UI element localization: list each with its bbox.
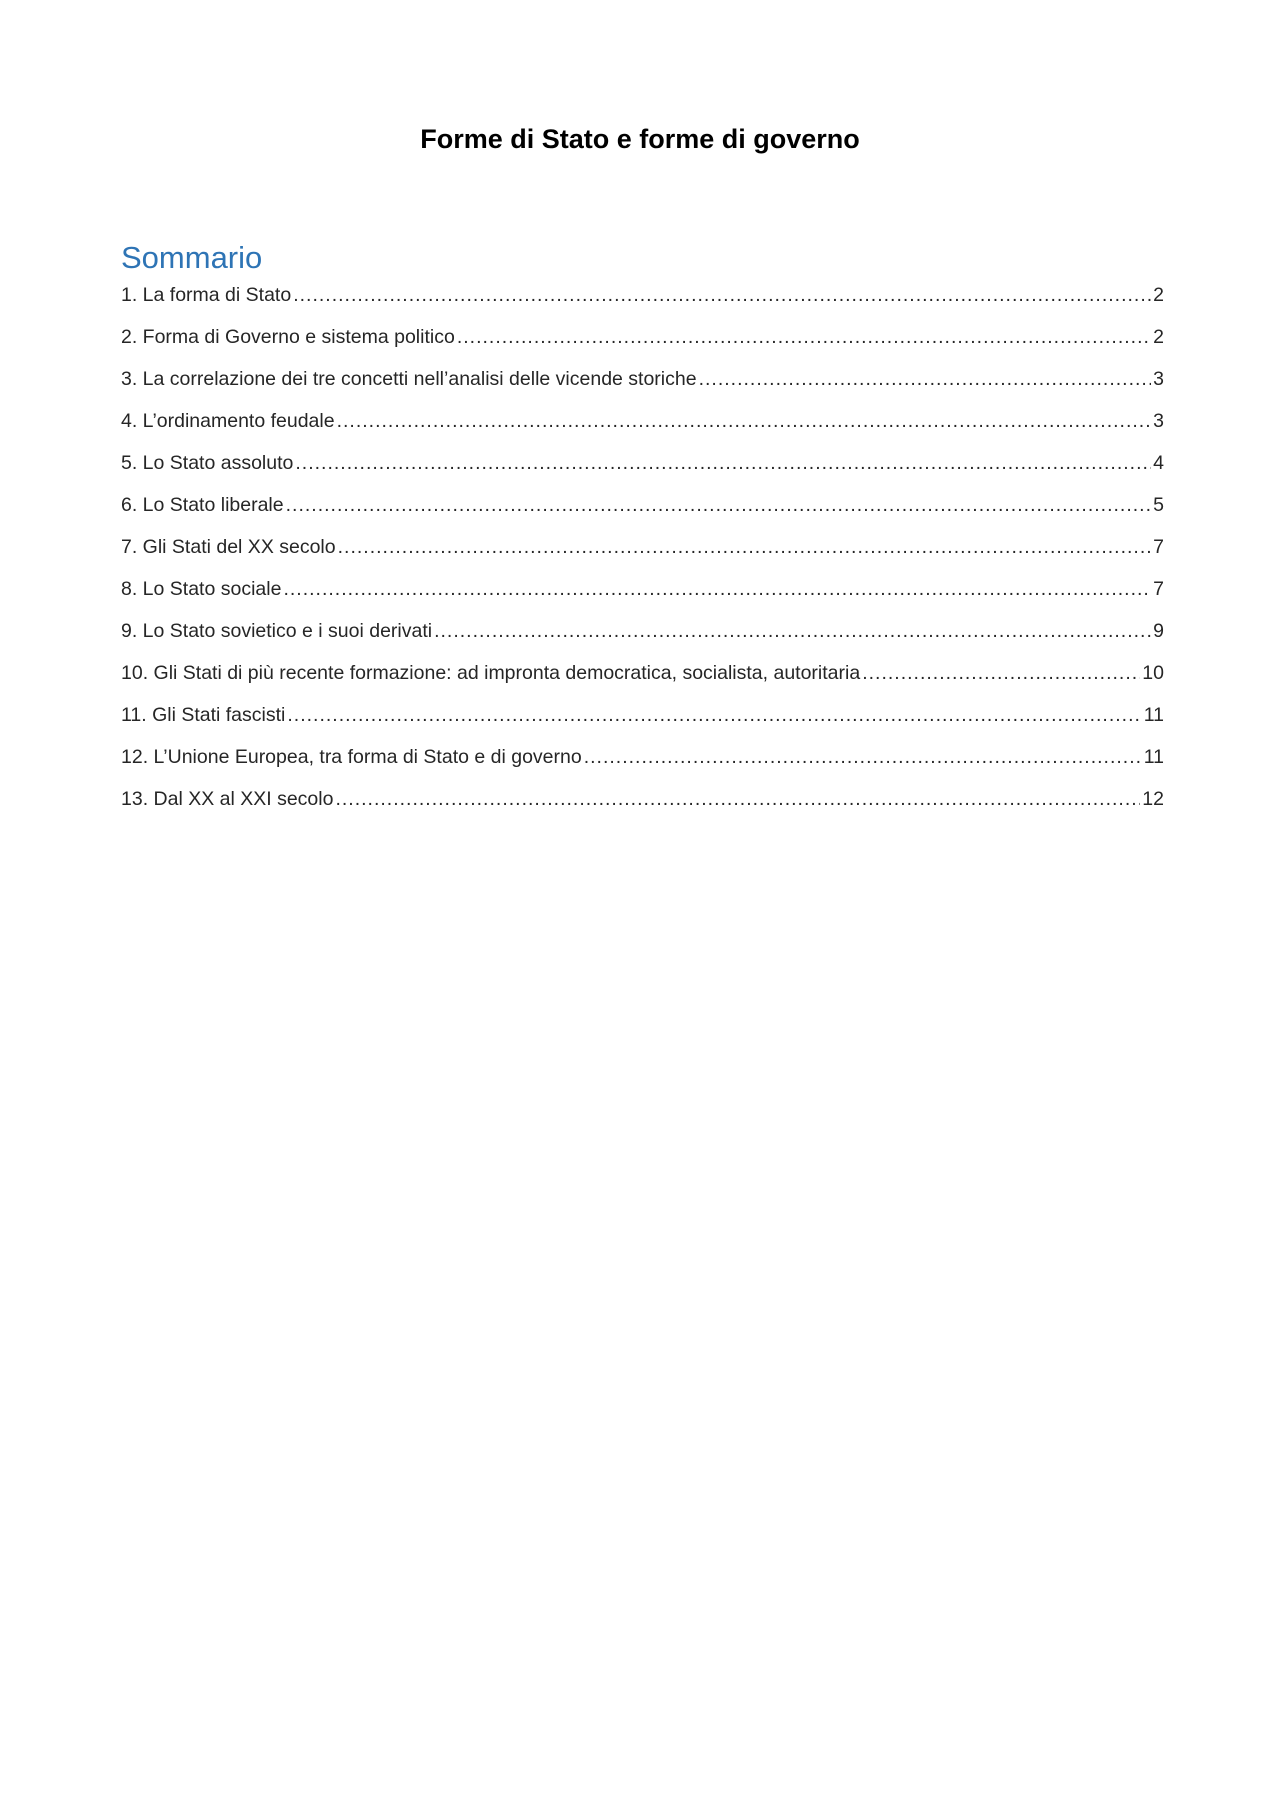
toc-entry-5[interactable] (121, 452, 1164, 494)
toc-entry-11[interactable] (121, 704, 1164, 746)
toc-entry-label: 2. Forma di Governo e sistema politico (121, 326, 455, 348)
toc-page-number: 10 (1142, 662, 1164, 684)
toc-dot-leader (335, 788, 1140, 811)
toc-entry-label: 5. Lo Stato assoluto (121, 452, 294, 474)
table-of-contents (121, 284, 1164, 830)
toc-entry-10[interactable] (121, 662, 1164, 704)
toc-dot-leader (862, 662, 1140, 685)
toc-dot-leader (338, 536, 1152, 559)
toc-page-number: 2 (1153, 284, 1164, 306)
toc-dot-leader (287, 704, 1141, 727)
toc-entry-label: 7. Gli Stati del XX secolo (121, 536, 336, 558)
toc-entry-label: 13. Dal XX al XXI secolo (121, 788, 334, 810)
toc-page-number: 12 (1142, 788, 1164, 810)
toc-entry-8[interactable] (121, 578, 1164, 620)
toc-page-number: 5 (1153, 494, 1164, 516)
toc-page-number: 4 (1153, 452, 1164, 474)
toc-heading: Sommario (121, 240, 263, 275)
toc-entry-label: 9. Lo Stato sovietico e i suoi derivati (121, 620, 433, 642)
toc-entry-1[interactable] (121, 284, 1164, 326)
toc-page-number: 11 (1143, 704, 1164, 726)
toc-dot-leader (584, 746, 1142, 769)
document-title: Forme di Stato e forme di governo (420, 124, 860, 154)
toc-entry-2[interactable] (121, 326, 1164, 368)
toc-dot-leader (457, 326, 1151, 349)
toc-entry-12[interactable] (121, 746, 1164, 788)
toc-entry-label: 10. Gli Stati di più recente formazione: ad impronta democratica, socialista, autoritaria (121, 662, 861, 684)
toc-entry-9[interactable] (121, 620, 1164, 662)
toc-entry-3[interactable] (121, 368, 1164, 410)
toc-entry-label: 1. La forma di Stato (121, 284, 292, 306)
toc-entry-label: 3. La correlazione dei tre concetti nell’analisi delle vicende storiche (121, 368, 697, 390)
toc-entry-label: 4. L’ordinamento feudale (121, 410, 335, 432)
toc-page-number: 2 (1153, 326, 1164, 348)
toc-entry-6[interactable] (121, 494, 1164, 536)
toc-page-number: 7 (1153, 578, 1164, 600)
toc-entry-label: 12. L’Unione Europea, tra forma di Stato e di governo (121, 746, 582, 768)
toc-page-number: 7 (1153, 536, 1164, 558)
toc-dot-leader (293, 284, 1151, 307)
toc-dot-leader (337, 410, 1152, 433)
toc-page-number: 9 (1153, 620, 1164, 642)
toc-dot-leader (434, 620, 1151, 643)
toc-entry-label: 11. Gli Stati fascisti (121, 704, 286, 726)
toc-entry-label: 6. Lo Stato liberale (121, 494, 284, 516)
toc-entry-label: 8. Lo Stato sociale (121, 578, 282, 600)
toc-page-number: 3 (1153, 368, 1164, 390)
toc-entry-4[interactable] (121, 410, 1164, 452)
toc-entry-13[interactable] (121, 788, 1164, 830)
toc-dot-leader (295, 452, 1151, 475)
toc-dot-leader (286, 494, 1152, 517)
toc-dot-leader (283, 578, 1151, 601)
toc-page-number: 11 (1143, 746, 1164, 768)
toc-page-number: 3 (1153, 410, 1164, 432)
toc-entry-7[interactable] (121, 536, 1164, 578)
toc-dot-leader (699, 368, 1152, 391)
